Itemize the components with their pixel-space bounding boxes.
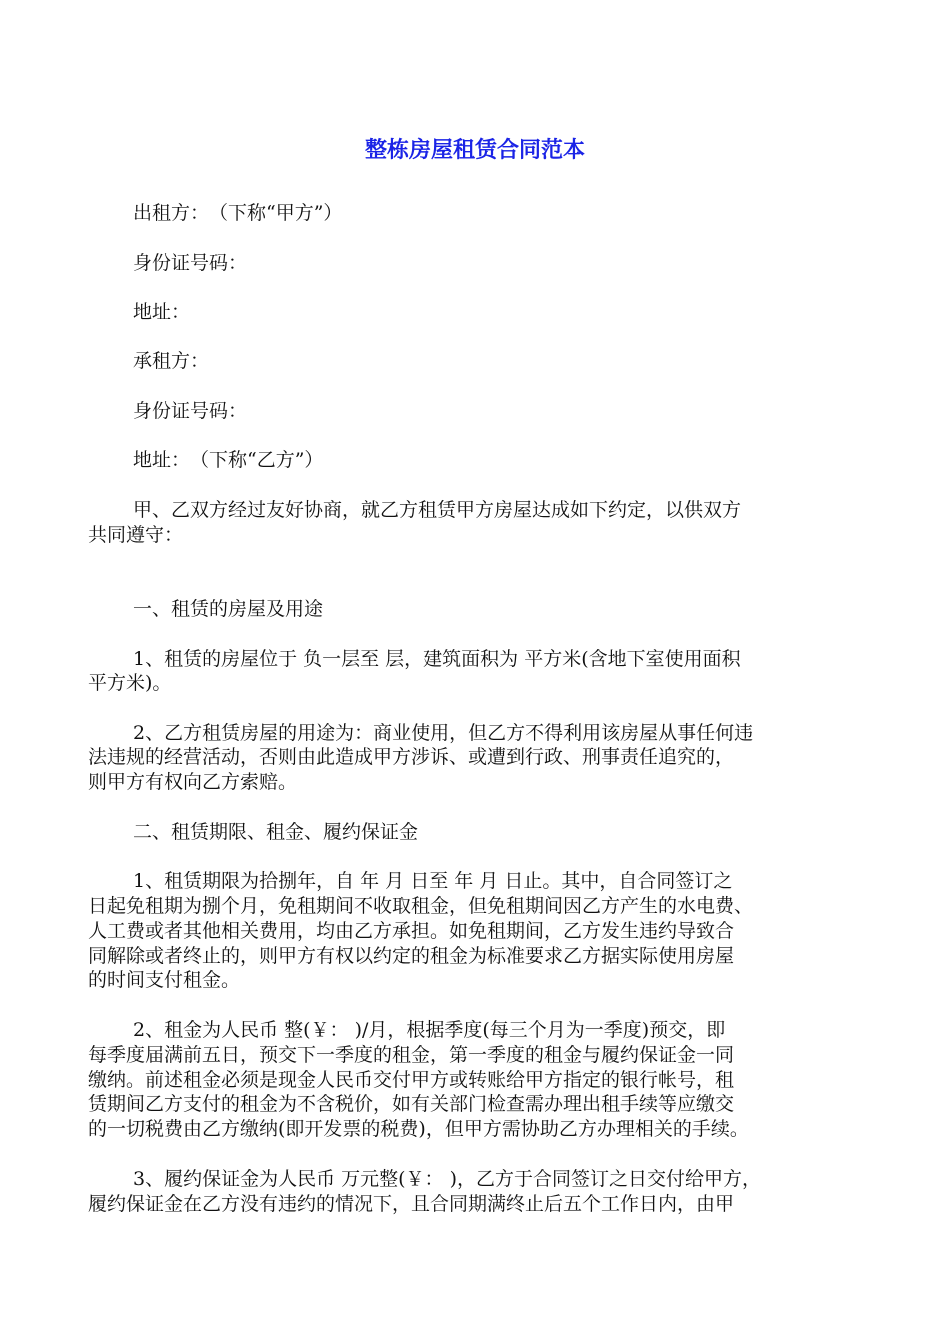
lessor-address-line: 地址： — [133, 301, 191, 323]
clause-line: 同解除或者终止的，则甲方有权以约定的租金为标准要求乙方据实际使用房屋 — [88, 945, 735, 967]
lessee-address-line: 地址： （下称“乙方”） — [133, 449, 324, 471]
clause-line: 的时间支付租金。 — [88, 969, 241, 991]
clause-line: 3、履约保证金为人民币 万元整(￥： )，乙方于合同签订之日交付给甲方， — [133, 1168, 761, 1190]
clause-line: 2、租金为人民币 整(￥： )/月，根据季度(每三个月为一季度)预交，即 — [133, 1019, 726, 1041]
clause-line: 每季度届满前五日，预交下一季度的租金，第一季度的租金与履约保证金一同 — [88, 1044, 735, 1066]
clause-line: 缴纳。前述租金必须是现金人民币交付甲方或转账给甲方指定的银行帐号，租 — [88, 1069, 735, 1091]
clause-line: 履约保证金在乙方没有违约的情况下，且合同期满终止后五个工作日内，由甲 — [88, 1193, 735, 1215]
preamble-line: 甲、乙双方经过友好协商，就乙方租赁甲方房屋达成如下约定，以供双方 — [133, 499, 742, 521]
clause-line: 法违规的经营活动，否则由此造成甲方涉诉、或遭到行政、刑事责任追究的， — [88, 746, 735, 768]
clause-line: 的一切税费由乙方缴纳(即开发票的税费)，但甲方需协助乙方办理相关的手续。 — [88, 1118, 749, 1140]
clause-line: 平方米)。 — [88, 672, 172, 694]
clause-line: 则甲方有权向乙方索赔。 — [88, 771, 298, 793]
clause-line: 1、租赁的房屋位于 负一层至 层，建筑面积为 平方米(含地下室使用面积 — [133, 648, 741, 670]
section-heading: 一、租赁的房屋及用途 — [133, 598, 324, 620]
clause-line: 赁期间乙方支付的租金为不含税价，如有关部门检查需办理出租手续等应缴交 — [88, 1093, 735, 1115]
document-title: 整栋房屋租赁合同范本 — [364, 138, 585, 163]
clause-line: 日起免租期为捌个月，免租期间不收取租金，但免租期间因乙方产生的水电费、 — [88, 895, 754, 917]
section-heading: 二、租赁期限、租金、履约保证金 — [133, 821, 419, 843]
clause-line: 人工费或者其他相关费用，均由乙方承担。如免租期间，乙方发生违约导致合 — [88, 920, 735, 942]
lessee-line: 承租方： — [133, 350, 210, 372]
clause-line: 2、乙方租赁房屋的用途为：商业使用，但乙方不得利用该房屋从事任何违 — [133, 722, 754, 744]
lessee-id-line: 身份证号码： — [133, 400, 248, 422]
preamble-line: 共同遵守： — [88, 524, 184, 546]
clause-line: 1、租赁期限为拾捌年，自 年 月 日至 年 月 日止。其中，自合同签订之 — [133, 870, 733, 892]
lessor-id-line: 身份证号码： — [133, 252, 248, 274]
lessor-line: 出租方： （下称“甲方”） — [133, 202, 343, 224]
